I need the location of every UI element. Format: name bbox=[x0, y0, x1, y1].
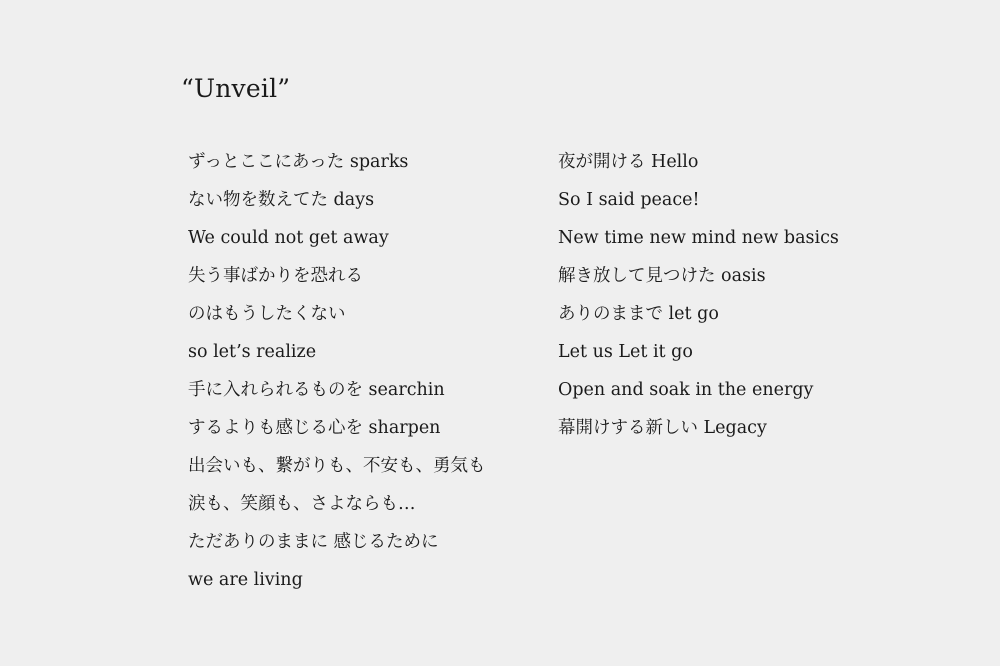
lyric-line: 出会いも、繋がりも、不安も、勇気も bbox=[188, 456, 486, 476]
lyric-line: ありのままで let go bbox=[558, 304, 719, 324]
lyric-line: so let’s realize bbox=[188, 342, 317, 362]
lyric-line: 幕開けする新しい Legacy bbox=[558, 418, 767, 438]
song-title: “Unveil” bbox=[181, 74, 291, 103]
lyrics-column-left bbox=[188, 143, 486, 599]
lyric-line: Let us Let it go bbox=[558, 342, 693, 362]
lyric-line: ただありのままに 感じるために bbox=[188, 532, 439, 552]
lyric-line: するよりも感じる心を sharpen bbox=[188, 418, 441, 438]
lyric-line: we are living bbox=[188, 570, 303, 590]
lyric-line: 涙も、笑顔も、さよならも… bbox=[188, 494, 416, 514]
lyric-line: 解き放して見つけた oasis bbox=[558, 266, 766, 286]
lyric-line: 手に入れられるものを searchin bbox=[188, 380, 445, 400]
lyric-line: のはもうしたくない bbox=[188, 304, 346, 324]
lyric-line: 夜が開ける Hello bbox=[558, 152, 699, 172]
lyrics-column-right bbox=[558, 143, 839, 447]
lyric-line: We could not get away bbox=[188, 228, 389, 248]
lyric-line: ずっとここにあった sparks bbox=[188, 152, 409, 172]
lyric-line: 失う事ばかりを恐れる bbox=[188, 266, 363, 286]
lyric-line: ない物を数えてた days bbox=[188, 190, 375, 210]
lyric-line: New time new mind new basics bbox=[558, 228, 839, 248]
lyric-line: So I said peace! bbox=[558, 190, 700, 210]
lyric-line: Open and soak in the energy bbox=[558, 380, 814, 400]
